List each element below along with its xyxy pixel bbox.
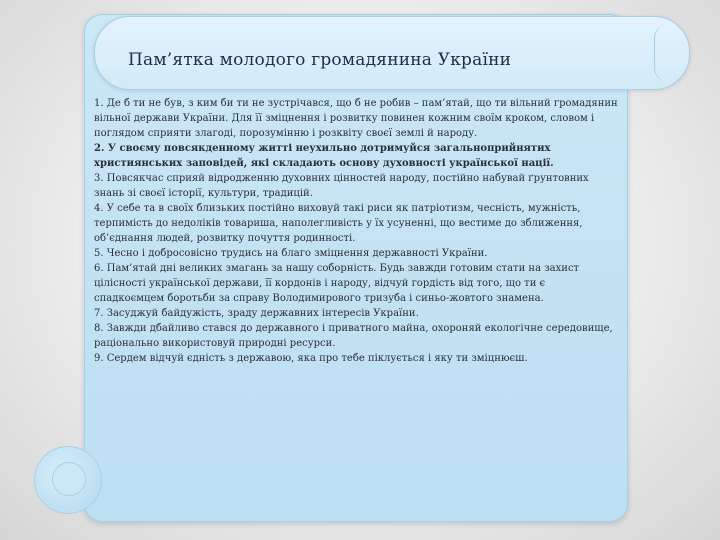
memo-item-1: 1. Де б ти не був, з ким би ти не зустрічався, що б не робив – пам’ятай, що ти вільний громадянин вільної держави України. Для її зміцнення і розвитку повинен кожним своїм кроком, словом і поглядом сприяти злагоді, порозумінню і розквіту своєї землі й народу. bbox=[94, 98, 618, 139]
memo-item-8: 8. Завжди дбайливо стався до державного і приватного майна, охороняй екологічне середовище, раціонально використовуй природні ресурси. bbox=[94, 323, 613, 349]
memo-item-9: 9. Сердем відчуй єдність з державою, яка про тебе піклується і яку ти зміцнюєш. bbox=[94, 353, 528, 364]
memo-item-5: 5. Чесно і добросовісно трудись на благо зміцнення державності України. bbox=[94, 248, 488, 259]
memo-item-7: 7. Засуджуй байдужість, зраду державних інтересів України. bbox=[94, 308, 419, 319]
memo-item-3: 3. Повсякчас сприяй відродженню духовних цінностей народу, постійно набувай ґрунтовних знань зі своєї історії, культури, традицій. bbox=[94, 173, 589, 199]
memo-item-6: 6. Пам’ятай дні великих змагань за нашу соборність. Будь завжди готовим стати на захист цілісності української держави, її кордонів і народу, відчуй гордість від того, що ти є спадкоємцем боротьби за справу Володимирового тризуба і синьо-жовтого знамена. bbox=[94, 263, 580, 304]
memo-item-4: 4. У себе та в своїх близьких постійно виховуй такі риси як патріотизм, чесність, мужність, терпимість до недоліків товариша, наполегливість у їх усуненні, що вестиме до зближення, об’єднання людей, розвитку почуття родинності. bbox=[94, 203, 583, 244]
scroll-curl-inner-decoration bbox=[52, 462, 86, 496]
page-title: Пам’ятка молодого громадянина України bbox=[128, 50, 512, 70]
memo-item-2: 2. У своєму повсякденному житті неухильно дотримуйся загальноприйнятих християнських заповідей, які складають основу духовності української нації. bbox=[94, 143, 554, 169]
memo-list bbox=[94, 96, 618, 366]
